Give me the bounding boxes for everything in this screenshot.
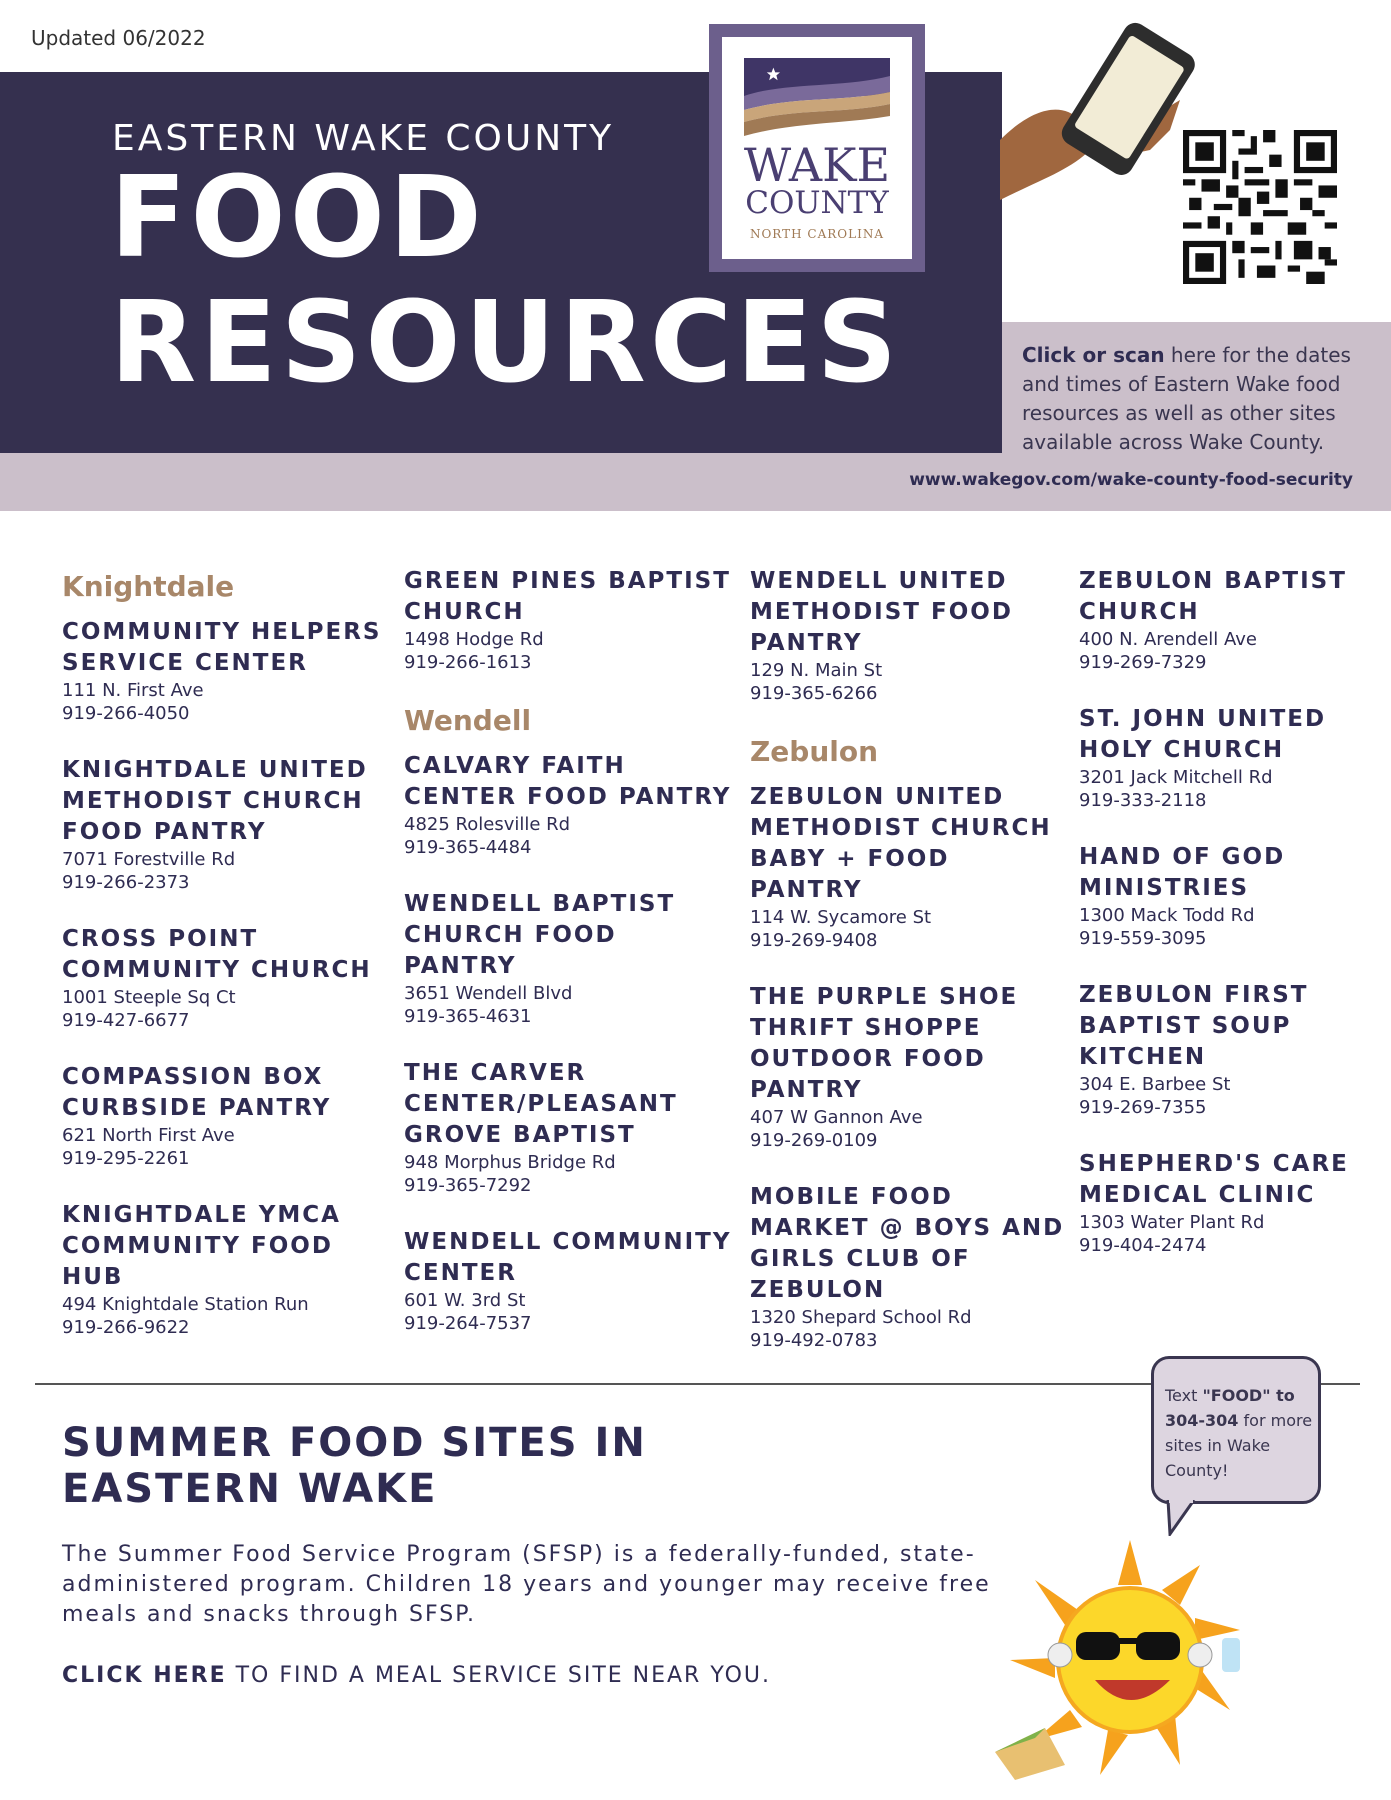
- resource-phone: 919-365-7292: [404, 1175, 532, 1196]
- resource-address: 948 Morphus Bridge Rd: [404, 1152, 616, 1173]
- resource-address: 1303 Water Plant Rd: [1079, 1212, 1265, 1233]
- resource-address: 3651 Wendell Blvd: [404, 983, 573, 1004]
- resource-entry: [1079, 704, 1369, 812]
- resource-address: 407 W Gannon Ave: [750, 1107, 923, 1128]
- resource-name: HAND OF GOD MINISTRIES: [1079, 844, 1286, 901]
- resource-address: 1320 Shepard School Rd: [750, 1307, 972, 1328]
- summer-cta-text: TO FIND A MEAL SERVICE SITE NEAR YOU.: [226, 1663, 771, 1688]
- column-zebulon: [750, 566, 1070, 1382]
- resource-address: 114 W. Sycamore St: [750, 907, 932, 928]
- resource-address: 400 N. Arendell Ave: [1079, 629, 1257, 650]
- hand-phone-icon: [1000, 20, 1200, 210]
- resource-entry: [62, 1200, 382, 1339]
- resource-name: COMPASSION BOX CURBSIDE PANTRY: [62, 1064, 332, 1121]
- city-heading: Zebulon: [750, 735, 879, 768]
- resource-address: 601 W. 3rd St: [404, 1290, 526, 1311]
- sun-mascot-icon: [990, 1540, 1270, 1790]
- resource-address: 1001 Steeple Sq Ct: [62, 987, 236, 1008]
- resource-entry: [62, 1062, 382, 1170]
- resource-phone: 919-266-4050: [62, 703, 190, 724]
- logo-wordmark-county: COUNTY: [745, 185, 889, 221]
- resource-entry: [1079, 842, 1369, 950]
- resource-name: WENDELL COMMUNITY CENTER: [404, 1229, 732, 1286]
- resource-address: 129 N. Main St: [750, 660, 883, 681]
- resource-phone: 919-295-2261: [62, 1148, 190, 1169]
- resource-phone: 919-266-9622: [62, 1317, 190, 1338]
- page-title-line2: RESOURCES: [110, 278, 902, 408]
- resource-phone: 919-269-9408: [750, 930, 878, 951]
- resource-address: 111 N. First Ave: [62, 680, 204, 701]
- scan-note-bold[interactable]: Click or scan: [1022, 343, 1165, 367]
- resource-entry: [62, 617, 382, 725]
- page-title-line1: FOOD: [110, 153, 486, 283]
- resource-phone: 919-427-6677: [62, 1010, 190, 1031]
- resource-name: WENDELL BAPTIST CHURCH FOOD PANTRY: [404, 891, 676, 979]
- resource-entry: [62, 924, 382, 1032]
- resource-name: ST. JOHN UNITED HOLY CHURCH: [1079, 706, 1327, 763]
- resource-name: ZEBULON UNITED METHODIST CHURCH BABY + FOOD PANTRY: [750, 784, 1052, 903]
- resource-name: THE PURPLE SHOE THRIFT SHOPPE OUTDOOR FOOD PANTRY: [750, 984, 1019, 1103]
- resource-phone: 919-365-4484: [404, 837, 532, 858]
- resource-phone: 919-266-1613: [404, 652, 532, 673]
- resource-entry: [404, 1058, 734, 1197]
- resource-phone: 919-365-4631: [404, 1006, 532, 1027]
- resource-entry: [404, 1227, 734, 1335]
- resource-address: 1498 Hodge Rd: [404, 629, 544, 650]
- resource-name: GREEN PINES BAPTIST CHURCH: [404, 568, 731, 625]
- resource-entry: [1079, 980, 1369, 1119]
- resource-phone: 919-269-7329: [1079, 652, 1207, 673]
- resource-phone: 919-365-6266: [750, 683, 878, 704]
- resource-name: SHEPHERD'S CARE MEDICAL CLINIC: [1079, 1151, 1349, 1208]
- resource-name: THE CARVER CENTER/PLEASANT GROVE BAPTIST: [404, 1060, 678, 1148]
- resource-entry: [750, 782, 1070, 952]
- resource-entry: [404, 889, 734, 1028]
- resource-name: KNIGHTDALE YMCA COMMUNITY FOOD HUB: [62, 1202, 341, 1290]
- header-kicker: EASTERN WAKE COUNTY: [112, 118, 615, 159]
- resource-phone: 919-269-7355: [1079, 1097, 1207, 1118]
- resource-address: 1300 Mack Todd Rd: [1079, 905, 1255, 926]
- city-heading: Wendell: [404, 704, 532, 737]
- resource-entry: [750, 982, 1070, 1152]
- resource-name: ZEBULON FIRST BAPTIST SOUP KITCHEN: [1079, 982, 1309, 1070]
- bubble-pre: Text: [1165, 1386, 1203, 1405]
- city-heading: Knightdale: [62, 570, 235, 603]
- resource-phone: 919-333-2118: [1079, 790, 1207, 811]
- logo-wordmark-wake: WAKE: [743, 138, 891, 192]
- resource-phone: 919-264-7537: [404, 1313, 532, 1334]
- column-zebulon-2: [1079, 566, 1369, 1287]
- resource-name: KNIGHTDALE UNITED METHODIST CHURCH FOOD PANTRY: [62, 757, 368, 845]
- resource-phone: 919-404-2474: [1079, 1235, 1207, 1256]
- summer-cta: [62, 1663, 771, 1688]
- updated-date: Updated 06/2022: [31, 26, 206, 50]
- resource-entry: [62, 755, 382, 894]
- resource-address: 621 North First Ave: [62, 1125, 235, 1146]
- qr-code[interactable]: [1183, 130, 1337, 284]
- resource-entry: [404, 751, 734, 859]
- summer-body: The Summer Food Service Program (SFSP) is a federally-funded, state-administered program. Children 18 years and younger may receive free meals and snacks through SFSP.: [62, 1542, 991, 1627]
- resource-name: CROSS POINT COMMUNITY CHURCH: [62, 926, 372, 983]
- resource-name: ZEBULON BAPTIST CHURCH: [1079, 568, 1347, 625]
- resource-address: 4825 Rolesville Rd: [404, 814, 571, 835]
- bubble-tail-icon: [1160, 1500, 1200, 1536]
- resource-name: WENDELL UNITED METHODIST FOOD PANTRY: [750, 568, 1013, 656]
- text-bubble-message: [1165, 1383, 1315, 1483]
- resource-name: CALVARY FAITH CENTER FOOD PANTRY: [404, 753, 732, 810]
- resource-entry: [404, 566, 734, 674]
- resource-phone: 919-492-0783: [750, 1330, 878, 1351]
- column-wendell: [404, 566, 734, 1365]
- resource-address: 494 Knightdale Station Run: [62, 1294, 309, 1315]
- summer-title: SUMMER FOOD SITES IN EASTERN WAKE: [62, 1420, 647, 1512]
- resource-phone: 919-266-2373: [62, 872, 190, 893]
- bubble-post: for more sites in Wake County!: [1165, 1411, 1313, 1480]
- resource-entry: [750, 566, 1070, 705]
- resource-entry: [750, 1182, 1070, 1352]
- resource-address: 304 E. Barbee St: [1079, 1074, 1231, 1095]
- resource-phone: 919-269-0109: [750, 1130, 878, 1151]
- resource-address: 3201 Jack Mitchell Rd: [1079, 767, 1273, 788]
- bubble-bold: "FOOD" to 304-304: [1165, 1386, 1295, 1430]
- logo-flag-icon: [744, 58, 890, 140]
- scan-note-text: here for the dates and times of Eastern Wake food resources as well as other sites available across Wake County.: [1022, 343, 1351, 454]
- resource-address: 7071 Forestville Rd: [62, 849, 236, 870]
- logo-wordmark-state: NORTH CAROLINA: [749, 227, 885, 241]
- column-knightdale: [62, 570, 382, 1369]
- resource-entry: [1079, 1149, 1369, 1257]
- scan-note: [1022, 341, 1372, 457]
- food-security-link[interactable]: www.wakegov.com/wake-county-food-security: [909, 470, 1353, 490]
- resource-phone: 919-559-3095: [1079, 928, 1207, 949]
- resource-name: COMMUNITY HELPERS SERVICE CENTER: [62, 619, 382, 676]
- click-here-link[interactable]: CLICK HERE: [62, 1663, 227, 1688]
- resource-name: MOBILE FOOD MARKET @ BOYS AND GIRLS CLUB OF ZEBULON: [750, 1184, 1065, 1303]
- resource-entry: [1079, 566, 1369, 674]
